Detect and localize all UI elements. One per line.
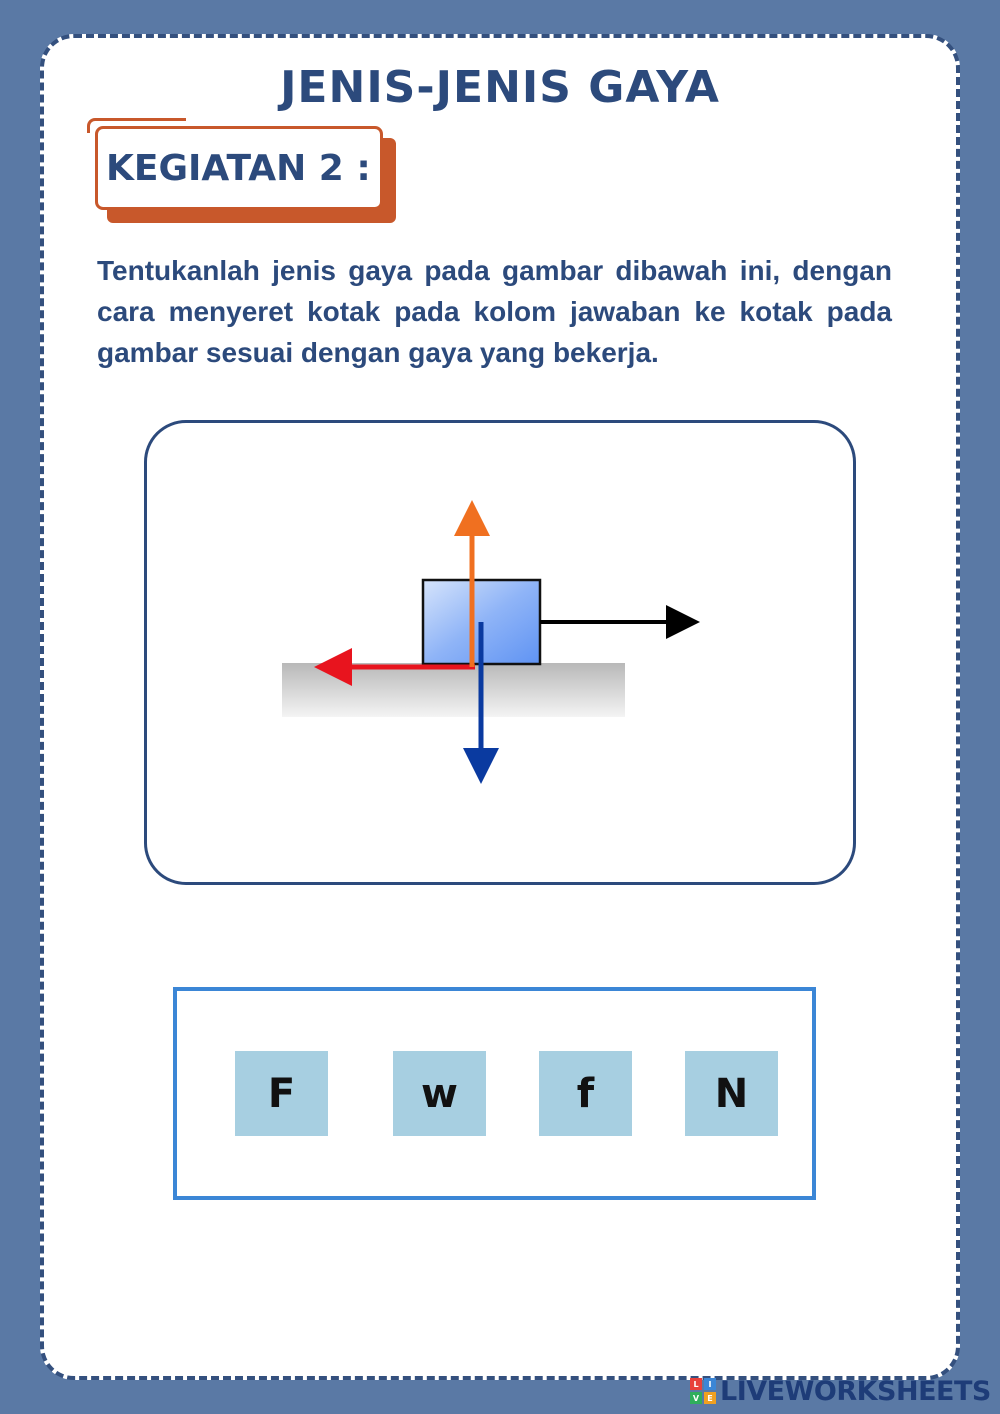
- page-title: JENIS-JENIS GAYA: [280, 62, 720, 113]
- logo-letter-v: V: [690, 1392, 702, 1404]
- instruction-text: Tentukanlah jenis gaya pada gambar dibawah ini, dengan cara menyeret kotak pada kolom jawaban ke kotak pada gambar sesuai dengan gaya yang bekerja.: [97, 255, 892, 368]
- liveworksheets-logo: [690, 1374, 991, 1408]
- answer-tile-w[interactable]: w: [393, 1051, 486, 1136]
- logo-grid-icon: [690, 1378, 716, 1404]
- answer-tile-f[interactable]: f: [539, 1051, 632, 1136]
- force-diagram: [270, 490, 720, 800]
- answer-tile-F[interactable]: F: [235, 1051, 328, 1136]
- activity-badge: [95, 126, 383, 210]
- logo-letter-l: L: [690, 1378, 702, 1390]
- logo-letter-i: I: [704, 1378, 716, 1390]
- logo-letter-e: E: [704, 1392, 716, 1404]
- arrow-right-icon: [540, 605, 700, 639]
- activity-label: KEGIATAN 2 :: [106, 147, 371, 189]
- logo-brand-text: LIVEWORKSHEETS: [720, 1375, 991, 1407]
- answer-tile-N[interactable]: N: [685, 1051, 778, 1136]
